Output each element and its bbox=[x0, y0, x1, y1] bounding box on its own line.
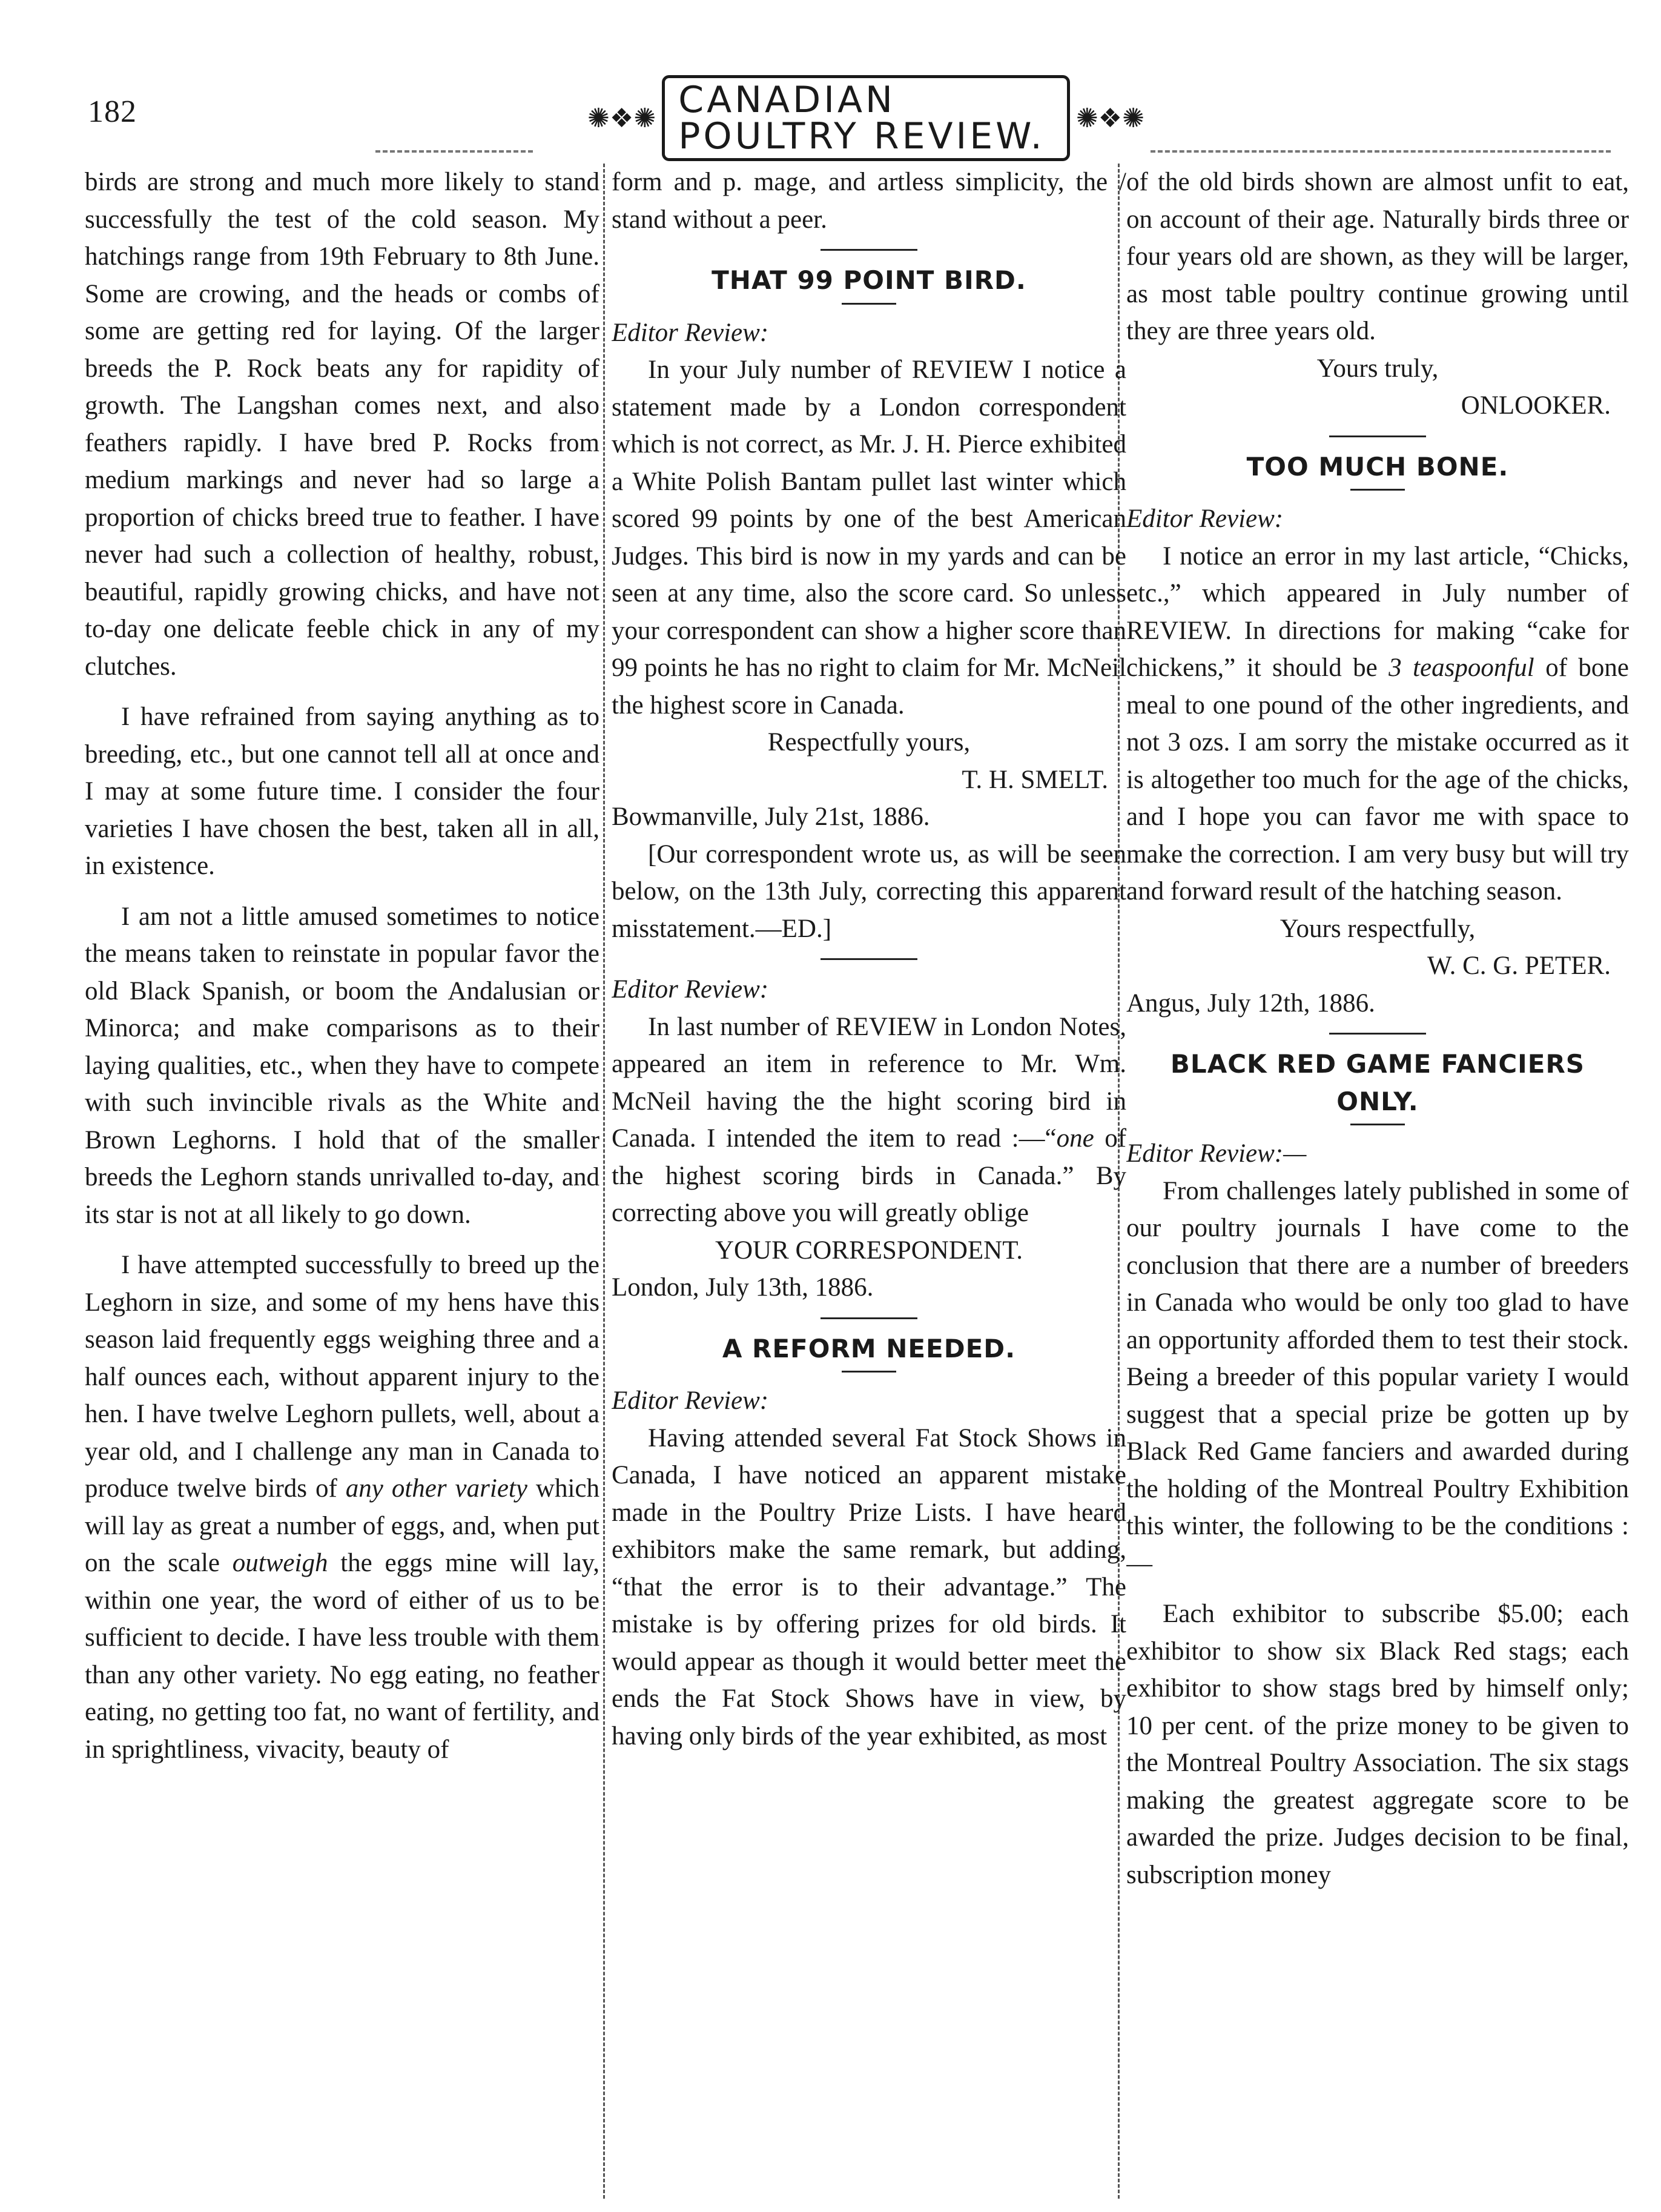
heading-rule bbox=[1350, 1124, 1405, 1125]
emphasis: any other variety bbox=[345, 1474, 527, 1503]
column-divider-1 bbox=[603, 164, 605, 2199]
paragraph: birds are strong and much more likely to stand successfully the test of the cold season. My hatchings range from 19th February to 8th June. Some are crowing, and the heads or combs of some are getting red for laying. Of the larger breeds the P. Rock beats any for rapidity of growth. The Langshan comes next, and also feathers rapidly. I have bred P. Rocks from medium markings and never had so large a proportion of chicks breed true to feather. I have never had such a collection of healthy, robust, beautiful, rapidly growing chicks, and have not to-day one delicate feeble chick in any of my clutches. bbox=[85, 168, 599, 681]
text-run: I have attempted successfully to breed up the Leghorn in size, and some of my hens have this season laid frequently eggs weighing three and a half ounces each, without apparent injury to the hen. I have twelve Leghorn pullets, well, about a year old, and I challenge any man in Canada to produce twelve birds of bbox=[85, 1251, 599, 1503]
closing: Respectfully yours, bbox=[767, 728, 971, 757]
section-rule bbox=[821, 958, 917, 960]
emphasis: 3 teaspoonful bbox=[1389, 654, 1534, 682]
dateline: Bowmanville, July 21st, 1886. bbox=[612, 803, 930, 831]
article-heading: THAT 99 POINT BIRD. bbox=[712, 265, 1026, 295]
heading-rule bbox=[842, 303, 896, 305]
section-rule bbox=[1329, 1033, 1426, 1035]
column-1 bbox=[85, 164, 599, 2199]
left-ornament-icon: ✺❖✺ bbox=[587, 103, 656, 133]
paragraph: Each exhibitor to subscribe $5.00; each exhibitor to show six Black Red stags; each exhibitor to show stags bred by himself only; 10 per cent. of the prize money to be given to the Montreal Poultry Association. The six stags making the greatest aggregate score to be awarded the prize. Judges decision to be final, subscription money bbox=[1126, 1600, 1629, 1889]
paragraph bbox=[612, 1008, 1126, 1232]
emphasis: outweigh bbox=[232, 1549, 328, 1577]
signature: YOUR CORRESPONDENT. bbox=[715, 1236, 1023, 1265]
paragraph: of the old birds shown are almost unfit to eat, on account of their age. Naturally birds three or four years old are shown, as they will be larger, as most table poultry continue growing until they are three years old. bbox=[1126, 168, 1629, 345]
paragraph: [Our correspondent wrote us, as will be seen below, on the 13th July, correcting this apparent misstatement.—ED.] bbox=[612, 839, 1126, 943]
text-run: In last number of REVIEW in London Notes, appeared an item in reference to Mr. Wm. McNeil having the the hight scoring bird in Canada. I intended the item to read :—“ bbox=[612, 1012, 1126, 1153]
header-rule-right bbox=[1151, 150, 1611, 153]
text-run: I notice an error in my last article, “Chicks, etc.,” which appeared in July number of REVIEW. In directions for making “cake for chickens,” it should be bbox=[1126, 541, 1629, 682]
emphasis: one bbox=[1056, 1124, 1094, 1153]
salutation: Editor Review: bbox=[612, 318, 769, 347]
closing: Yours respectfully, bbox=[1280, 914, 1476, 943]
article-heading: TOO MUCH BONE. bbox=[1246, 451, 1509, 482]
salutation: Editor Review: bbox=[1126, 505, 1284, 533]
text-run: of the highest scoring birds in Canada.” By correcting above you will greatly oblige bbox=[612, 1124, 1126, 1227]
column-2 bbox=[612, 164, 1126, 2199]
paragraph bbox=[85, 1247, 599, 1768]
page-number: 182 bbox=[88, 94, 137, 129]
salutation: Editor Review: bbox=[612, 975, 769, 1004]
section-rule bbox=[821, 249, 917, 251]
paragraph bbox=[1126, 538, 1629, 910]
paragraph: I am not a little amused sometimes to notice the means taken to reinstate in popular favor the old Black Spanish, or boom the Andalusian or Minorca; and make comparisons as to their laying qualities, etc., when they have to compete with such invincible rivals as the White and Brown Leghorns. I hold that of the smaller breeds the Leghorn stands unrivalled to-day, and its star is not at all likely to go down. bbox=[85, 902, 599, 1229]
column-3 bbox=[1126, 164, 1629, 2199]
signature: T. H. SMELT. bbox=[962, 765, 1108, 794]
heading-rule bbox=[1350, 489, 1405, 491]
paragraph: form and p. mage, and artless simplicity, the / stand without a peer. bbox=[612, 168, 1126, 234]
section-rule bbox=[821, 1317, 917, 1319]
masthead-title: CANADIAN POULTRY REVIEW. bbox=[662, 75, 1070, 161]
signature: ONLOOKER. bbox=[1461, 391, 1611, 420]
paragraph: Having attended several Fat Stock Shows in Canada, I have noticed an apparent mistake made in the Poultry Prize Lists. I have heard exhibitors make the same remark, but adding, “that the error is to their advantage.” The mistake is by offering prizes for old birds. It would appear as though it would better meet the ends the Fat Stock Shows have in view, by having only birds of the year exhibited, as most bbox=[612, 1423, 1126, 1750]
paragraph: I have refrained from saying anything as to breeding, etc., but one cannot tell all at once and I may at some future time. I consider the four varieties I have chosen the best, taken all in all, in existence. bbox=[85, 703, 599, 880]
text-run: which will lay as great a number of eggs, and, when put on the scale bbox=[85, 1474, 599, 1577]
text-run: the eggs mine will lay, within one year, the word of either of us to be sufficient to decide. I have less trouble with them than any other variety. No egg eating, no feather eating, no getting too fat, no want of fertility, and in sprightliness, vivacity, beauty of bbox=[85, 1549, 599, 1764]
paragraph: In your July number of REVIEW I notice a statement made by a London correspondent which is not correct, as Mr. J. H. Pierce exhibited a White Polish Bantam pullet last winter which scored 99 points by one of the best American Judges. This bird is now in my yards and can be seen at any time, also the score card. So unless your correspondent can show a higher score than 99 points he has no right to claim for Mr. McNeil the highest score in Canada. bbox=[612, 356, 1126, 720]
article-heading: BLACK RED GAME FANCIERS ONLY. bbox=[1170, 1049, 1585, 1116]
dateline: London, July 13th, 1886. bbox=[612, 1273, 874, 1302]
right-ornament-icon: ✺❖✺ bbox=[1075, 103, 1144, 133]
text-run: of bone meal to one pound of the other ingredients, and not 3 ozs. I am sorry the mistake occurred as it is altogether too much for the age of the chicks, and I hope you can favor me with space to make the correction. I am very busy but will try and forward result of the hatching season. bbox=[1126, 654, 1629, 906]
dateline: Angus, July 12th, 1886. bbox=[1126, 988, 1375, 1018]
masthead bbox=[581, 79, 1151, 157]
salutation: Editor Review: bbox=[612, 1386, 769, 1415]
page-header bbox=[0, 0, 1661, 157]
article-heading: A REFORM NEEDED. bbox=[722, 1333, 1016, 1363]
header-rule-left bbox=[375, 150, 533, 153]
closing: Yours truly, bbox=[1316, 354, 1439, 383]
heading-rule bbox=[842, 1371, 896, 1373]
signature: W. C. G. PETER. bbox=[1427, 952, 1611, 980]
paragraph: From challenges lately published in some of our poultry journals I have come to the conclusion that there are a number of breeders in Canada who would be only too glad to have an opportunity afforded them to test their stock. Being a breeder of this popular variety I would suggest that a special prize be gotten up by Black Red Game fanciers and awarded during the holding of the Montreal Poultry Exhibition this winter, the following to be the conditions :— bbox=[1126, 1176, 1629, 1578]
salutation: Editor Review:— bbox=[1126, 1139, 1307, 1168]
section-rule bbox=[1329, 435, 1426, 437]
